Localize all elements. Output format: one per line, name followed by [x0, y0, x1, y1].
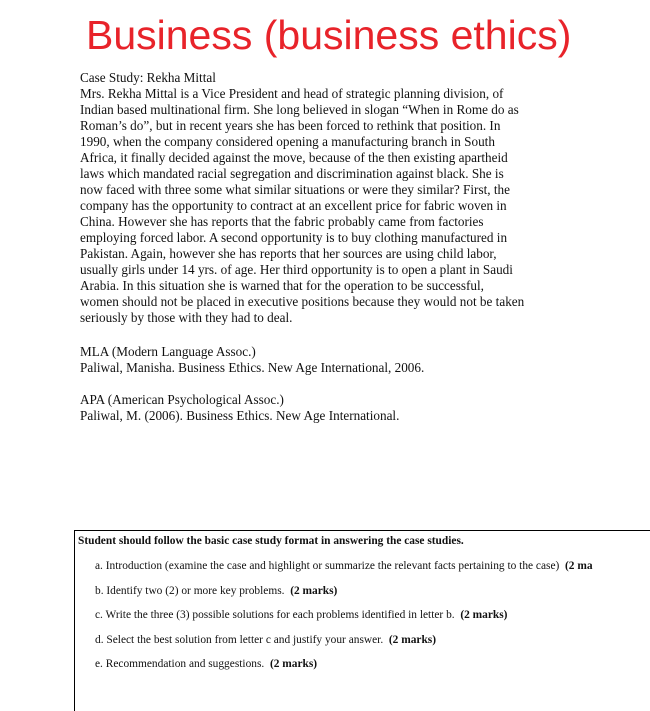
instruction-marks: (2 marks)	[460, 609, 508, 621]
apa-label: APA (American Psychological Assoc.)	[80, 392, 284, 407]
case-study-line: China. However she has reports that the fabric probably came from factories	[80, 214, 484, 229]
instruction-marks: (2 marks)	[269, 658, 318, 670]
instruction-marks: (2 marks)	[388, 633, 437, 646]
instructions-box	[74, 530, 650, 711]
case-study-heading: Case Study: Rekha Mittal	[80, 70, 216, 85]
instructions-header: Student should follow the basic case study format in answering the case studies.	[78, 535, 464, 547]
instruction-item	[95, 658, 593, 683]
instruction-marks: (2 marks)	[290, 584, 338, 597]
case-study-line: Roman’s do”, but in recent years she has been forced to rethink that position. In	[80, 118, 501, 133]
instruction-text: d. Select the best solution from letter c and justify your answer.	[95, 633, 384, 646]
instruction-item	[95, 560, 593, 585]
case-study-body	[80, 86, 580, 326]
instruction-marks: (2 ma	[565, 560, 593, 572]
page-title: Business (business ethics)	[86, 12, 572, 58]
case-study-line: employing forced labor. A second opportunity is to buy clothing manufactured in	[80, 230, 508, 245]
case-study-line: women should not be placed in executive positions because they would not be taken	[80, 294, 525, 309]
case-study-line: now faced with three some what similar situations or were they similar? First, the	[80, 182, 510, 197]
case-study-line: company has the opportunity to contract at an excellent price for fabric woven in	[80, 198, 507, 213]
instruction-item	[95, 609, 593, 634]
instructions-list	[95, 560, 593, 683]
case-study-section	[80, 70, 580, 424]
case-study-line: Indian based multinational firm. She long believed in slogan “When in Rome do as	[80, 102, 519, 117]
mla-citation: Paliwal, Manisha. Business Ethics. New Age International, 2006.	[80, 360, 425, 375]
instruction-text: a. Introduction (examine the case and highlight or summarize the relevant facts pertaining to the case)	[95, 560, 560, 572]
case-study-line: Arabia. In this situation she is warned that for the operation to be successful,	[80, 278, 484, 293]
instruction-item	[95, 634, 593, 659]
case-study-line: laws which mandated racial segregation and discrimination against black. She is	[80, 166, 504, 181]
case-study-line: usually girls under 14 yrs. of age. Her third opportunity is to open a plant in Saudi	[80, 262, 513, 277]
instruction-item	[95, 585, 593, 610]
instruction-text: e. Recommendation and suggestions.	[95, 658, 265, 670]
instruction-text: b. Identify two (2) or more key problems.	[95, 584, 285, 597]
case-study-line: Africa, it finally decided against the move, because of the then existing apartheid	[80, 150, 508, 165]
mla-label: MLA (Modern Language Assoc.)	[80, 344, 256, 359]
case-study-line: Mrs. Rekha Mittal is a Vice President and head of strategic planning division, of	[80, 86, 504, 101]
case-study-line: Pakistan. Again, however she has reports that her sources are using child labor,	[80, 246, 497, 261]
case-study-line: seriously by those with they had to deal.	[80, 310, 293, 325]
case-study-line: 1990, when the company considered opening a manufacturing branch in South	[80, 134, 495, 149]
instruction-text: c. Write the three (3) possible solutions for each problems identified in letter b.	[95, 609, 455, 621]
apa-citation: Paliwal, M. (2006). Business Ethics. New Age International.	[80, 408, 400, 423]
